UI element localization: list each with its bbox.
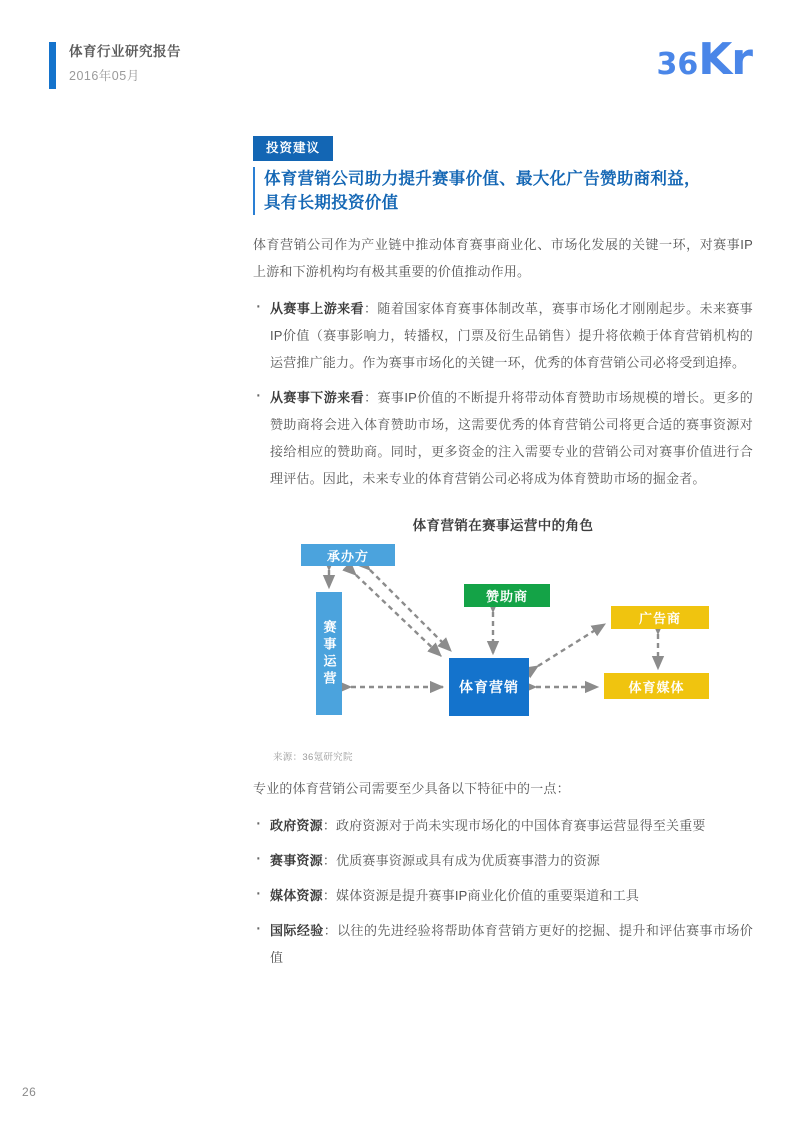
diagram-node-media: 体育媒体 [604, 673, 709, 699]
list-item [253, 882, 753, 909]
bullet-lead: 政府资源 [270, 818, 323, 833]
connector-organizer-marketing-a [356, 575, 441, 656]
logo-text-36: 36 [656, 47, 699, 82]
section-title-line-2: 具有长期投资价值 [264, 194, 399, 212]
diagram-node-operation: 赛事运营 [316, 592, 342, 715]
figure-source: 来源：36氪研究院 [273, 752, 353, 763]
bullet-text: ：优质赛事资源或具有成为优质赛事潜力的资源 [322, 853, 601, 868]
bullet-lead: 国际经验 [270, 923, 324, 938]
page-number: 26 [22, 1085, 37, 1099]
connector-marketing-advertiser [538, 624, 605, 666]
characteristics-lead: 专业的体育营销公司需要至少具备以下特征中的一点： [253, 781, 570, 796]
figure-canvas [253, 544, 753, 744]
bullet-lead: 赛事资源 [270, 853, 323, 868]
content-column [253, 136, 753, 971]
section-title-wrapper [253, 167, 753, 215]
header-text-group [69, 42, 181, 87]
bullet-lead: 从赛事下游来看 [270, 390, 365, 405]
diagram-node-sponsor: 赞助商 [464, 584, 550, 607]
list-item [253, 295, 753, 376]
bullet-text: ：政府资源对于尚未实现市场化的中国体育赛事运营显得至关重要 [322, 818, 706, 833]
bullet-text: ：以往的先进经验将帮助体育营销方更好的挖掘、提升和评估赛事市场价值 [270, 923, 753, 965]
report-title: 体育行业研究报告 [69, 44, 181, 59]
connector-organizer-marketing-b [370, 570, 451, 651]
header-accent-bar [49, 42, 56, 89]
role-diagram-figure [253, 514, 753, 763]
characteristics-bullets [253, 812, 753, 971]
diagram-node-marketing: 体育营销 [449, 658, 529, 716]
logo-text-kr: Kr [698, 34, 752, 85]
intro-paragraph: 体育营销公司作为产业链中推动体育赛事商业化、市场化发展的关键一环，对赛事IP上游和下游机构均有极其重要的价值推动作用。 [253, 237, 753, 279]
section-badge: 投资建议 [253, 136, 333, 161]
section-title-line-1: 体育营销公司助力提升赛事价值、最大化广告赞助商利益， [264, 170, 701, 188]
bullet-text: ：赛事IP价值的不断提升将带动体育赞助市场规模的增长。更多的赞助商将会进入体育赞助市场，这需要优秀的体育营销公司将更合适的赛事资源对接给相应的赞助商。同时，更多资金的注入需要专业的营销公司对赛事价值进行合理评估。因此，未来专业的体育营销公司必将成为体育赞助市场的掘金者。 [270, 390, 753, 486]
list-item [253, 917, 753, 971]
upstream-downstream-bullets [253, 295, 753, 492]
list-item [253, 384, 753, 492]
list-item [253, 847, 753, 874]
list-item [253, 812, 753, 839]
bullet-lead: 从赛事上游来看 [270, 301, 364, 316]
diagram-node-organizer: 承办方 [301, 544, 395, 566]
bullet-lead: 媒体资源 [270, 888, 323, 903]
diagram-node-advertiser: 广告商 [611, 606, 709, 629]
figure-title: 体育营销在赛事运营中的角色 [412, 518, 594, 533]
page-header [0, 0, 794, 120]
bullet-text: ：随着国家体育赛事体制改革，赛事市场化才刚刚起步。未来赛事IP价值（赛事影响力，转播权，门票及衍生品销售）提升将依赖于体育营销机构的运营推广能力。作为赛事市场化的关键一环，优秀的体育营销公司必将受到追捧。 [270, 301, 753, 370]
brand-logo-36kr [656, 34, 752, 87]
bullet-text: ：媒体资源是提升赛事IP商业化价值的重要渠道和工具 [322, 888, 640, 903]
report-date: 2016年05月 [69, 69, 140, 83]
